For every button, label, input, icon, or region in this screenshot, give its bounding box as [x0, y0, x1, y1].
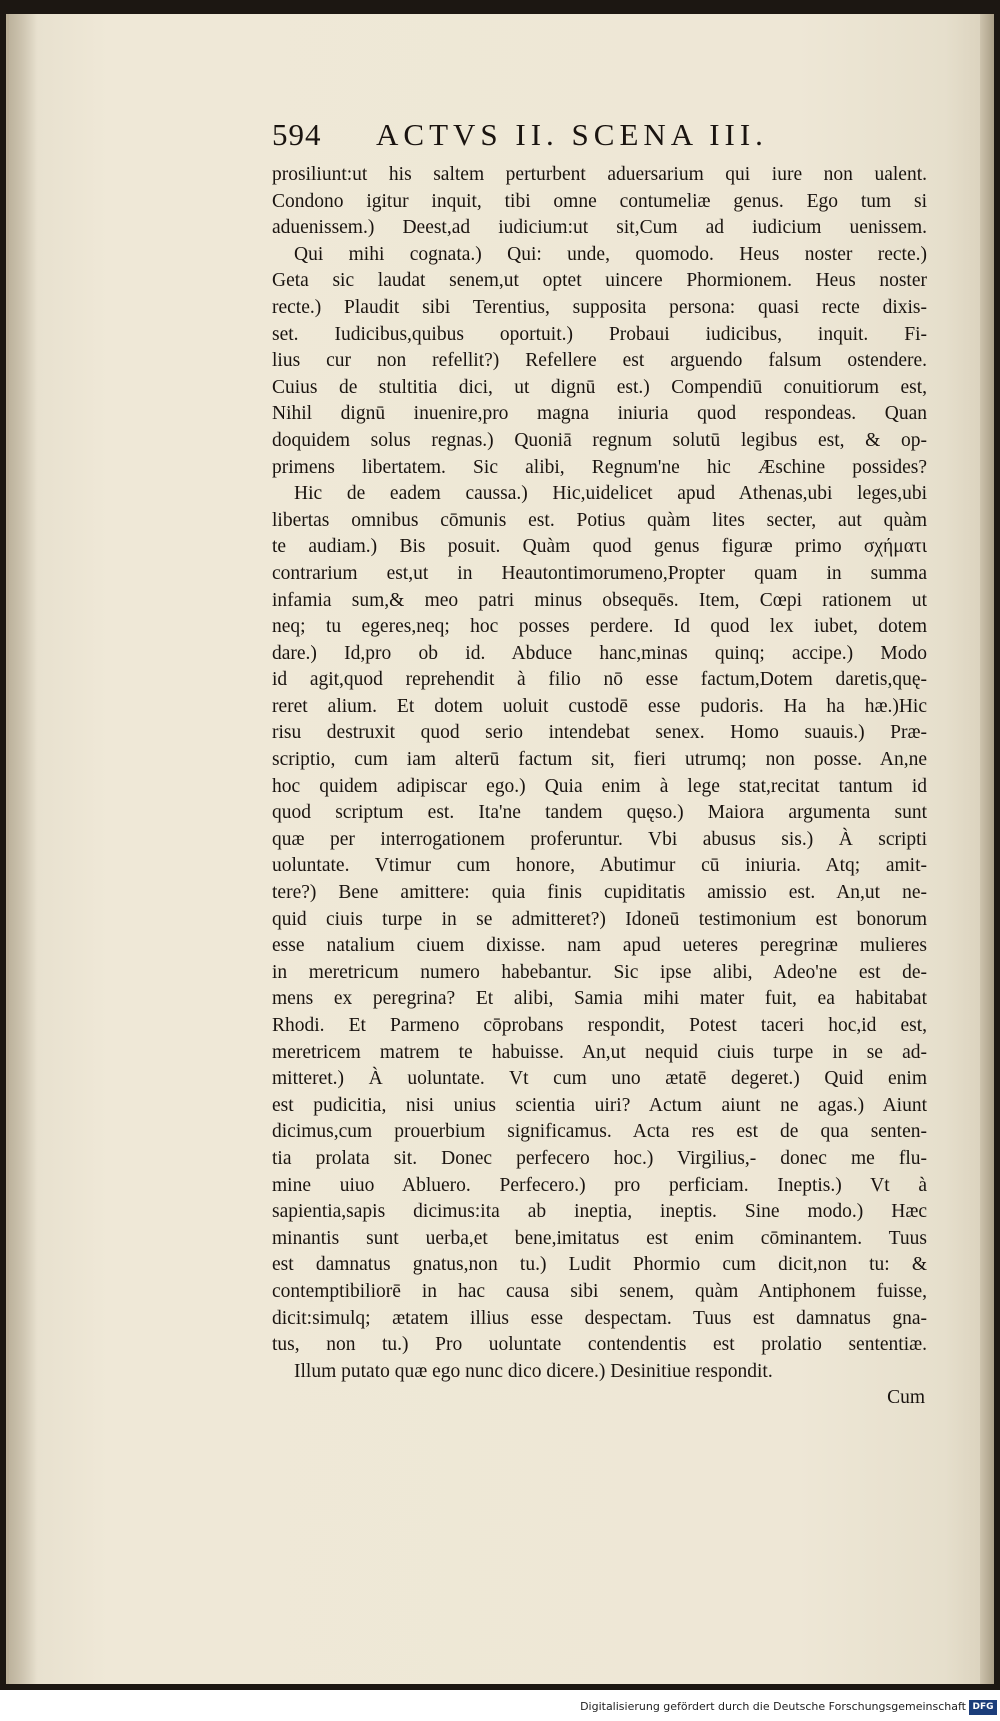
- text-line: uoluntate. Vtimur cum honore, Abutimur cū iniuria. Atq; amit-: [272, 855, 927, 877]
- text-line: minantis sunt uerba,et bene,imitatus est enim cōminantem. Tuus: [272, 1227, 927, 1249]
- page-number: 594: [272, 117, 322, 152]
- page-edge: [980, 14, 994, 1684]
- text-line: primens libertatem. Sic alibi, Regnum'ne hic Æschine possides?: [272, 456, 927, 478]
- text-line: te audiam.) Bis posuit. Quàm quod genus figuræ primo σχήματι: [272, 536, 927, 558]
- text-line: quid ciuis turpe in se admitteret?) Idoneū testimonium est bonorum: [272, 908, 927, 930]
- text-line: Hic de eadem caussa.) Hic,uidelicet apud Athenas,ubi leges,ubi: [294, 483, 927, 505]
- text-line: contemptibiliorē in hac causa sibi senem, quàm Antiphonem fuisse,: [272, 1280, 927, 1302]
- text-line: aduenissem.) Deest,ad iudicium:ut sit,Cum ad iudicium uenissem.: [272, 217, 927, 239]
- text-line: tus, non tu.) Pro uoluntate contendentis est prolatio sententiæ.: [272, 1334, 927, 1356]
- text-line: mitteret.) À uoluntate. Vt cum uno ætatē degeret.) Quid enim: [272, 1068, 927, 1090]
- text-line: doquidem solus regnas.) Quoniā regnum solutū legibus est, & op-: [272, 429, 927, 451]
- text-line: quod scriptum est. Ita'ne tandem quęso.) Maiora argumenta sunt: [272, 802, 927, 824]
- text-line: set. Iudicibus,quibus oportuit.) Probaui iudicibus, inquit. Fi-: [272, 323, 927, 345]
- text-line: Condono igitur inquit, tibi omne contumeliæ genus. Ego tum si: [272, 190, 927, 212]
- text-line: lius cur non refellit?) Refellere est arguendo falsum ostendere.: [272, 350, 927, 372]
- catchword: Cum: [887, 1387, 925, 1409]
- text-line: meretricem matrem te habuisse. An,ut nequid ciuis turpe in se ad-: [272, 1041, 927, 1063]
- footer-bar: [0, 1697, 1000, 1721]
- running-head: [272, 117, 872, 159]
- text-line: scriptio, cum iam alterū factum sit, fieri utrumq; non posse. An,ne: [272, 749, 927, 771]
- text-line: dicit:simulq; ætatem illius esse despectam. Tuus est damnatus gna-: [272, 1307, 927, 1329]
- funding-credit: Digitalisierung gefördert durch die Deutsche Forschungsgemeinschaft: [580, 1700, 966, 1713]
- text-line: mens ex peregrina? Et alibi, Samia mihi mater fuit, ea habitabat: [272, 988, 927, 1010]
- text-line: Illum putato quæ ego nunc dico dicere.) Desinitiue respondit.: [294, 1360, 773, 1382]
- text-line: Qui mihi cognata.) Qui: unde, quomodo. Heus noster recte.): [294, 243, 927, 265]
- text-line: risu destruxit quod serio intendebat senex. Homo suauis.) Præ-: [272, 722, 927, 744]
- text-line: infamia sum,& meo patri minus obsequēs. Item, Cœpi rationem ut: [272, 589, 927, 611]
- text-line: est damnatus gnatus,non tu.) Ludit Phormio cum dicit,non tu: &: [272, 1254, 927, 1276]
- text-line: sapientia,sapis dicimus:ita ab ineptia, ineptis. Sine modo.) Hæc: [272, 1201, 927, 1223]
- text-line: reret alium. Et dotem uoluit custodē esse pudoris. Ha ha hæ.)Hic: [272, 695, 927, 717]
- text-line: Cuius de stultitia dici, ut dignū est.) Compendiū conuitiorum est,: [272, 376, 927, 398]
- text-line: Nihil dignū inuenire,pro magna iniuria quod respondeas. Quan: [272, 403, 927, 425]
- dfg-logo: DFG: [969, 1700, 997, 1715]
- text-line: prosiliunt:ut his saltem perturbent aduersarium qui iure non ualent.: [272, 164, 927, 185]
- text-line: tia prolata sit. Donec perfecero hoc.) Virgilius,- donec me flu-: [272, 1147, 927, 1169]
- text-line: tere?) Bene amittere: quia finis cupiditatis amissio est. An,ut ne-: [272, 882, 927, 904]
- text-line: mine uiuo Abluero. Perfecero.) pro perficiam. Ineptis.) Vt à: [272, 1174, 927, 1196]
- text-line: Rhodi. Et Parmeno cōprobans respondit, Potest taceri hoc,id est,: [272, 1015, 927, 1036]
- text-line: dicimus,cum prouerbium significamus. Acta res est de qua senten-: [272, 1121, 927, 1143]
- text-line: Geta sic laudat senem,ut optet uincere Phormionem. Heus noster: [272, 270, 927, 292]
- text-line: id agit,quod reprehendit à filio nō esse factum,Dotem daretis,quę-: [272, 669, 927, 691]
- running-head-title: ACTVS II. SCENA III.: [376, 117, 768, 152]
- text-line: in meretricum numero habebantur. Sic ipse alibi, Adeo'ne est de-: [272, 961, 927, 983]
- text-line: neq; tu egeres,neq; hoc posses perdere. Id quod lex iubet, dotem: [272, 616, 927, 638]
- text-line: esse natalium ciuem dixisse. nam apud ueteres peregrinæ mulieres: [272, 935, 927, 957]
- text-line: libertas omnibus cōmunis est. Potius quàm lites secter, aut quàm: [272, 509, 927, 531]
- text-line: quæ per interrogationem proferuntur. Vbi abusus sis.) À scripti: [272, 828, 927, 850]
- text-line: est pudicitia, nisi unius scientia uiri? Actum aiunt ne agas.) Aiunt: [272, 1094, 927, 1116]
- page-gutter: [9, 14, 37, 1684]
- text-line: recte.) Plaudit sibi Terentius, supposita persona: quasi recte dixis-: [272, 296, 927, 318]
- commentary-text: [272, 162, 927, 1412]
- text-line: hoc quidem adipiscar ego.) Quia enim à lege stat,recitat tantum id: [272, 775, 927, 797]
- text-line: dare.) Id,pro ob id. Abduce hanc,minas quinq; accipe.) Modo: [272, 642, 927, 664]
- text-line: contrarium est,ut in Heautontimorumeno,Propter quam in summa: [272, 562, 927, 584]
